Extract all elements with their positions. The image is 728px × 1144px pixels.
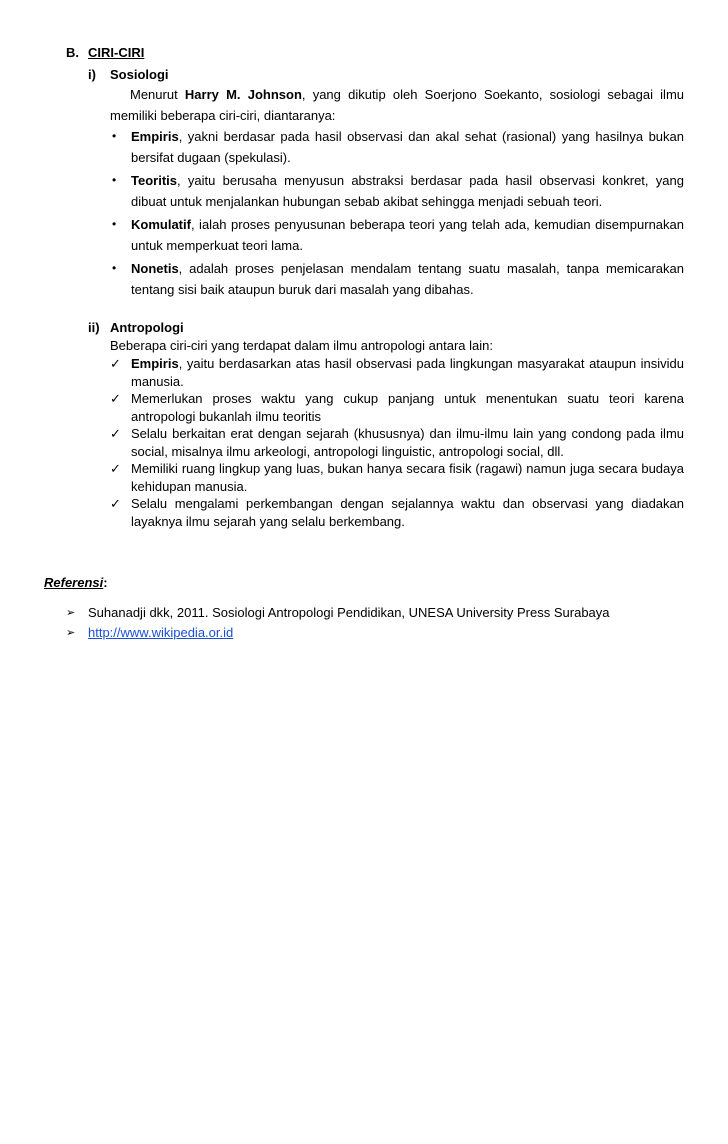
checkmark-icon: ✓ <box>110 461 121 476</box>
references-list <box>66 603 610 643</box>
item-term: Nonetis <box>131 261 179 276</box>
bullet-icon: • <box>112 261 117 275</box>
sosiologi-intro-paragraph <box>110 84 684 126</box>
references-title: Referensi <box>44 575 104 590</box>
item-term: Empiris <box>131 129 179 144</box>
section-heading <box>66 44 144 62</box>
item-term: Empiris <box>131 356 179 371</box>
list-item <box>110 126 684 168</box>
list-item <box>110 495 684 530</box>
list-item <box>110 390 684 425</box>
bullet-icon: • <box>112 173 117 187</box>
item-term: Komulatif <box>131 217 191 232</box>
antropologi-list <box>110 355 684 530</box>
item-text: , ialah proses penyusunan beberapa teori yang telah ada, kemudian disempurnakan untuk memperkuat teori lama. <box>131 217 684 253</box>
subsection-title: Antropologi <box>110 320 184 335</box>
subsection-number: ii) <box>88 320 100 335</box>
arrow-bullet-icon: ➢ <box>66 627 76 639</box>
list-item <box>110 355 684 390</box>
item-text: Memiliki ruang lingkup yang luas, bukan hanya secara fisik (ragawi) namun juga secara budaya kehidupan manusia. <box>131 461 684 494</box>
reference-text: Suhanadji dkk, 2011. Sosiologi Antropologi Pendidikan, UNESA University Press Surabaya <box>88 605 610 620</box>
references-heading <box>44 574 108 592</box>
item-text: Memerlukan proses waktu yang cukup panjang untuk menentukan suatu teori karena antropologi bukanlah ilmu teoritis <box>131 391 684 424</box>
item-text: Selalu berkaitan erat dengan sejarah (khususnya) dan ilmu-ilmu lain yang condong pada ilmu social, misalnya ilmu arkeologi, antropologi linguistic, antropologi social, dll. <box>131 426 684 459</box>
item-text: , adalah proses penjelasan mendalam tentang suatu masalah, tanpa memicarakan tentang sisi baik ataupun buruk dari masalah yang dibahas. <box>131 261 684 297</box>
references-colon: : <box>103 575 108 590</box>
list-item <box>110 170 684 212</box>
antropologi-intro: Beberapa ciri-ciri yang terdapat dalam ilmu antropologi antara lain: <box>110 338 493 353</box>
intro-pre: Menurut <box>130 87 185 102</box>
subsection-heading-antropologi <box>88 319 184 337</box>
section-letter: B. <box>66 45 79 60</box>
subsection-title: Sosiologi <box>110 67 169 82</box>
list-item <box>110 258 684 300</box>
list-item <box>110 214 684 256</box>
intro-name: Harry M. Johnson <box>184 87 302 102</box>
reference-item <box>66 603 610 623</box>
bullet-icon: • <box>112 217 117 231</box>
sosiologi-list <box>110 126 684 302</box>
arrow-bullet-icon: ➢ <box>66 607 76 619</box>
subsection-heading-sosiologi <box>88 66 169 84</box>
bullet-icon: • <box>112 129 117 143</box>
item-text: Selalu mengalami perkembangan dengan sejalannya waktu dan observasi yang diadakan layaknya ilmu sejarah yang selalu berkembang. <box>131 496 684 529</box>
item-text: , yakni berdasar pada hasil observasi dan akal sehat (rasional) yang hasilnya bukan bersifat dugaan (spekulasi). <box>131 129 684 165</box>
item-text: , yaitu berdasarkan atas hasil observasi pada lingkungan masyarakat ataupun insividu manusia. <box>131 356 684 389</box>
list-item <box>110 460 684 495</box>
reference-item <box>66 623 610 643</box>
item-text: , yaitu berusaha menyusun abstraksi berdasar pada hasil observasi konkret, yang dibuat untuk menjalankan hubungan sebab akibat sehingga menjadi sebuah teori. <box>131 173 684 209</box>
section-title: CIRI-CIRI <box>88 45 145 60</box>
item-term: Teoritis <box>131 173 177 188</box>
checkmark-icon: ✓ <box>110 496 121 511</box>
reference-link[interactable]: http://www.wikipedia.or.id <box>88 625 234 640</box>
list-item <box>110 425 684 460</box>
subsection-number: i) <box>88 67 96 82</box>
checkmark-icon: ✓ <box>110 426 121 441</box>
checkmark-icon: ✓ <box>110 356 121 371</box>
intro-post: , yang dikutip oleh Soerjono Soekanto, sosiologi sebagai ilmu memiliki beberapa ciri-ciri, diantaranya: <box>110 87 684 123</box>
checkmark-icon: ✓ <box>110 391 121 406</box>
